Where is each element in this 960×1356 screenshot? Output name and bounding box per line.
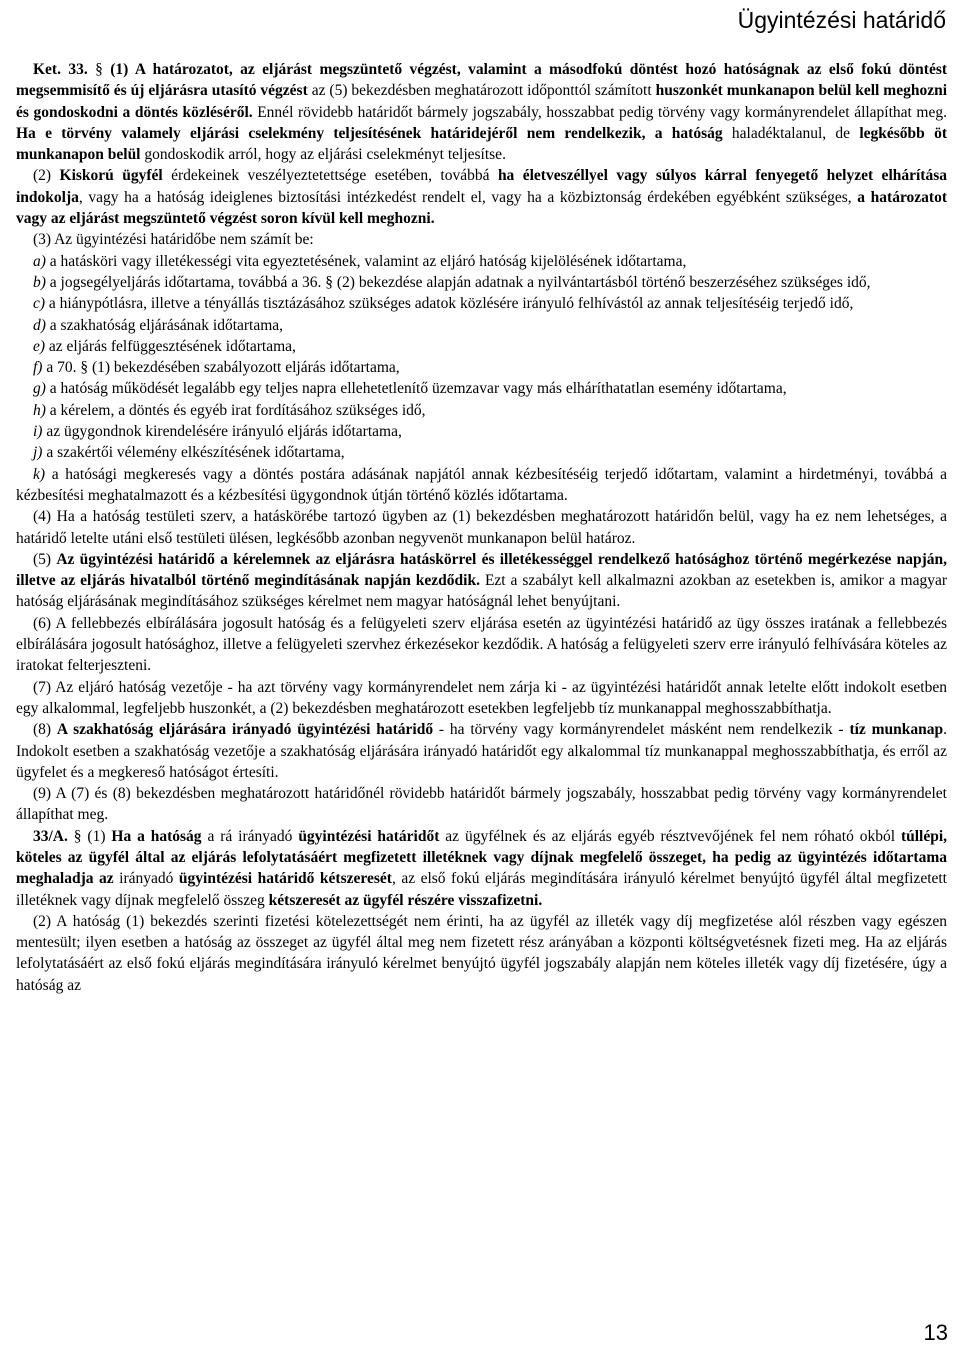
text-bold: tíz munkanap bbox=[849, 721, 944, 739]
text: érdekeinek veszélyeztetettsége esetében, továbbá bbox=[162, 167, 498, 185]
paragraph-33a-2: (2) A hatóság (1) bekezdés szerinti fizetési kötelezettségét nem érinti, ha az ügyfél az illeték vagy díj megfizetése alól részben vagy egészen mentesült; ilyen esetben a hatóság az összeget az ügyfél által meg nem fizetett rész arányában a központi költségvetésnek fizeti meg. Ha az eljárás lefolytatásáért az első fokú eljárás megindítására irányuló kérelmet benyújtó ügyfél jogszabály alapján nem köteles illeték vagy díj fizetésére, úgy a hatóság az bbox=[16, 912, 947, 994]
list-item-text: a hatóság működését legalább egy teljes napra ellehetetlenítő üzemzavar vagy más elháríthatatlan esemény időtartama, bbox=[45, 380, 787, 398]
list-item bbox=[16, 400, 947, 421]
list-item-label: g) bbox=[33, 380, 46, 398]
text-bold: túllépi, köteles az ügyfél által az eljárás lefolytatásáért megfizetett illetéknek vagy díjnak megfelelő összeget, ha pedig az ügyintézés időtartama meghaladja az bbox=[16, 827, 948, 888]
list-item bbox=[16, 293, 947, 314]
list-item-text: a jogsegélyeljárás időtartama, továbbá a 36. § (2) bekezdése alapján adatnak a nyilvántartásból történő beszerzéséhez szükséges idő, bbox=[45, 273, 871, 291]
list-item-text: az ügygondnok kirendelésére irányuló eljárás időtartama, bbox=[42, 423, 402, 441]
text-bold: Kiskorú ügyfél bbox=[59, 167, 163, 185]
section-number: Ket. 33. bbox=[33, 61, 88, 78]
list-item-text: a 70. § (1) bekezdésében szabályozott eljárás időtartama, bbox=[42, 359, 400, 377]
paragraph-33-9: (9) A (7) és (8) bekezdésben meghatározott határidőnél rövidebb határidőt bármely jogszabály, hosszabbat pedig törvény vagy kormányrendelet állapíthat meg. bbox=[16, 785, 947, 824]
list-item-label: d) bbox=[33, 316, 46, 334]
text-bold: legkésőbb öt munkanapon belül bbox=[16, 124, 947, 164]
paragraph-33-6: (6) A fellebbezés elbírálására jogosult hatóság és a felügyeleti szerv eljárása esetén az ügyintézési határidő az ügy összes iratának a fellebbezés elbírálására jogosult hatósághoz, illetve a felügyeleti szervhez érkezésekor kezdődik. A hatóság a felügyeleti szerv erre irányuló felhívására köteles az iratokat felterjeszteni. bbox=[16, 614, 947, 675]
paragraph-33a-1 bbox=[16, 826, 947, 911]
text-bold: kétszeresét az ügyfél részére visszafizetni. bbox=[268, 891, 543, 909]
text: Ezt a szabályt kell alkalmazni azokban az esetekben is, amikor a magyar hatóság eljárásának megindításához szükséges kérelmet nem magyar hatóságnál lehet benyújtani. bbox=[16, 572, 947, 611]
text: az (5) bekezdésben meghatározott időponttól számított bbox=[307, 82, 656, 100]
text: § (1) bbox=[67, 827, 112, 845]
page-number: 13 bbox=[923, 1320, 948, 1345]
list-item-label: c) bbox=[33, 295, 46, 313]
text-bold: (1) A határozatot, az eljárást megszüntető végzést, valamint a másodfokú döntést hozó hatóságnak az első fokú döntést megsemmisítő és új eljárásra utasító végzést bbox=[16, 61, 948, 100]
text: (2) bbox=[33, 167, 60, 185]
text: , az első fokú eljárás megindítására irányuló kérelmet benyújtó ügyfél által megfizetett illetéknek vagy díjnak megfelelő összeg bbox=[16, 870, 947, 909]
section-sign: § bbox=[95, 61, 103, 78]
text: Ennél rövidebb határidőt bármely jogszabály, hosszabbat pedig törvény vagy kormányrendelet állapíthat meg. bbox=[252, 103, 947, 121]
text: irányadó bbox=[113, 870, 179, 888]
text: az ügyfélnek és az eljárás egyéb résztvevőjének fel nem róható okból bbox=[439, 827, 901, 845]
list-item-text: az eljárás felfüggesztésének időtartama, bbox=[45, 337, 296, 355]
list-item bbox=[16, 357, 947, 378]
text-bold: Ha a hatóság bbox=[111, 827, 202, 845]
text-bold: huszonkét munkanapon belül kell meghozni és gondoskodni a döntés közléséről. bbox=[16, 82, 948, 121]
list-item bbox=[16, 442, 947, 463]
section-number: 33/A. bbox=[33, 827, 68, 845]
list-item-text: a hiánypótlásra, illetve a tényállás tisztázásához szükséges adatok közlésére irányuló felhívástól az annak teljesítéséig terjedő idő, bbox=[45, 295, 854, 313]
text-bold: ügyintézési határidő kétszeresét bbox=[178, 870, 392, 888]
text-bold: ha életveszéllyel vagy súlyos kárral fenyegető helyzet elhárítása indokolja bbox=[16, 167, 947, 206]
list-item-text: a szakhatóság eljárásának időtartama, bbox=[45, 316, 284, 334]
list-item-text: a hatósági megkeresés vagy a döntés postára adásának napjától annak kézbesítéséig terjedő időtartam, valamint a hirdetményi, továbbá a kézbesítési meghatalmazott és a kézbesítési ügygondnok útján történő közlés időtartama. bbox=[16, 465, 947, 504]
list-item bbox=[16, 251, 947, 272]
text: - ha törvény vagy kormányrendelet másként nem rendelkezik - bbox=[433, 721, 850, 739]
text-bold: a határozatot vagy az eljárást megszüntető végzést soron kívül kell meghozni. bbox=[16, 188, 947, 228]
list-item bbox=[16, 272, 947, 293]
list-item-label: e) bbox=[33, 337, 46, 355]
list-item-text: a kérelem, a döntés és egyéb irat fordításához szükséges idő, bbox=[45, 401, 426, 419]
list-item-label: i) bbox=[33, 423, 43, 441]
list-item bbox=[16, 378, 947, 399]
paragraph-33-4: (4) Ha a hatóság testületi szerv, a hatáskörébe tartozó ügyben az (1) bekezdésben meghatározott határidőn belül, vagy ha ez nem lehetséges, a határidő letelte utáni első testületi ülésen, legkésőbb azonban negyvenöt munkanapon belül határoz. bbox=[16, 508, 947, 547]
list-item-label: k) bbox=[33, 465, 46, 483]
list-item-label: a) bbox=[33, 252, 46, 270]
list-item bbox=[16, 464, 947, 507]
paragraph-33-1 bbox=[16, 59, 947, 165]
text-bold: A szakhatóság eljárására irányadó ügyintézési határidő bbox=[56, 721, 434, 739]
list-item bbox=[16, 315, 947, 336]
list-item-text: a szakértői vélemény elkészítésének időtartama, bbox=[42, 444, 345, 462]
text: gondoskodik arról, hogy az eljárási cselekményt teljesítse. bbox=[140, 146, 506, 164]
text-bold: Az ügyintézési határidő a kérelemnek az eljárásra hatáskörrel és illetékességgel rendelkező hatósághoz történő megérkezése napján, illetve az eljárás hivatalból történő megindításának napján kezdődik. bbox=[16, 550, 948, 590]
text: (8) bbox=[33, 721, 57, 739]
text: , vagy ha a hatóság ideiglenes biztosítási intézkedést rendelt el, vagy ha a közbiztonság érdekében egyébként szükséges, bbox=[78, 188, 858, 206]
list-item-label: b) bbox=[33, 273, 46, 291]
text: haladéktalanul, de bbox=[722, 124, 860, 142]
paragraph-33-3-intro: (3) Az ügyintézési határidőbe nem számít be: bbox=[33, 231, 314, 249]
paragraph-33-7: (7) Az eljáró hatóság vezetője - ha azt törvény vagy kormányrendelet nem zárja ki - az ügyintézési határidőt annak letelte előtt indokolt esetben egy alkalommal, legfeljebb huszonkét, a (2) bekezdésben meghatározott esetekben legfeljebb tíz munkanappal meghosszabbíthatja. bbox=[16, 678, 947, 717]
list-item bbox=[16, 336, 947, 357]
text-bold: Ha e törvény valamely eljárási cselekmény teljesítésének határidejéről nem rendelkezik, a hatóság bbox=[16, 124, 723, 142]
paragraph-33-5 bbox=[16, 549, 947, 613]
list-item-label: h) bbox=[33, 401, 46, 419]
text-bold: ügyintézési határidőt bbox=[298, 827, 440, 845]
list-item-label: j) bbox=[33, 444, 43, 462]
page-header-title: Ügyintézési határidő bbox=[737, 7, 946, 33]
list-item-text: a hatásköri vagy illetékességi vita egyeztetésének, valamint az eljáró hatóság kijelölésének időtartama, bbox=[45, 252, 687, 270]
paragraph-33-2 bbox=[16, 165, 947, 229]
document-body bbox=[16, 59, 947, 996]
list-item bbox=[16, 421, 947, 442]
paragraph-33-8 bbox=[16, 719, 947, 783]
text: (5) bbox=[33, 550, 57, 568]
exclusion-list bbox=[16, 251, 947, 507]
list-item-label: f) bbox=[33, 359, 43, 377]
text: . Indokolt esetben a szakhatóság vezetője a szakhatóság eljárására irányadó határidőt egy alkalommal tíz munkanappal meghosszabbíthatja, és erről az ügyfelet és a megkereső hatóságot értesíti. bbox=[16, 721, 948, 781]
text: a rá irányadó bbox=[201, 827, 299, 845]
